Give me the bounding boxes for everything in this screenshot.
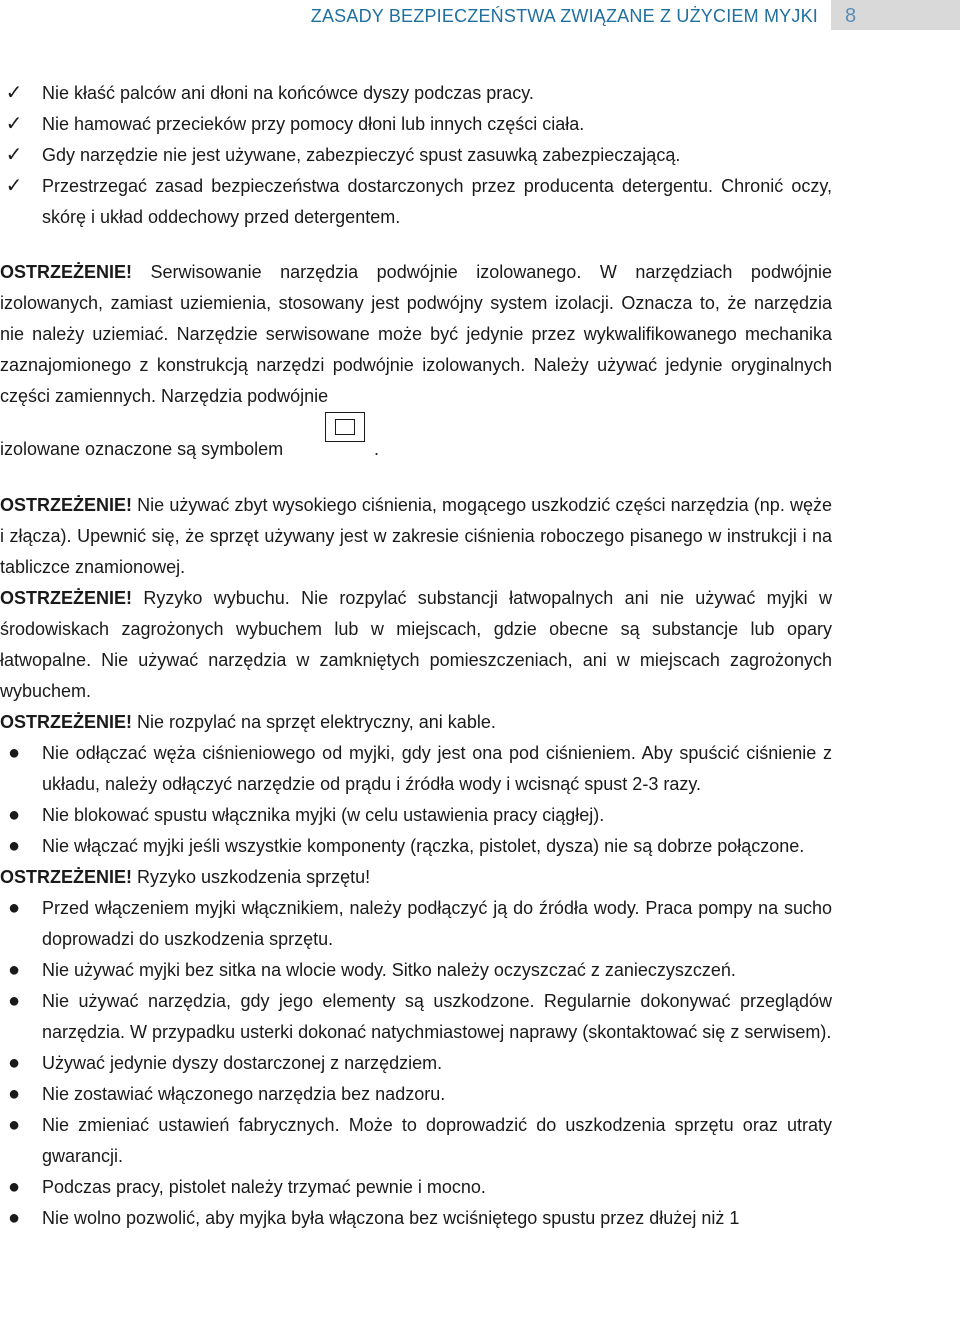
- check-item-text: Gdy narzędzie nie jest używane, zabezpieczyć spust zasuwką zabezpieczającą.: [42, 145, 681, 165]
- bullet-icon: ●: [7, 835, 21, 857]
- check-item: [0, 140, 832, 171]
- bullet-icon: ●: [7, 1114, 21, 1136]
- bullet-icon: ●: [7, 959, 21, 981]
- bullet-list-a: [0, 738, 832, 862]
- warning-text: Ryzyko uszkodzenia sprzętu!: [132, 867, 371, 887]
- symbol-caption: izolowane oznaczone są symbolem: [0, 439, 284, 459]
- check-item: [0, 109, 832, 140]
- checkmark-icon: ✓: [5, 175, 23, 197]
- warning-text: Nie używać zbyt wysokiego ciśnienia, mogącego uszkodzić części narzędzia (np. węże i złącza). Upewnić się, że sprzęt używany jest w zakresie ciśnienia roboczego pisanego w instrukcji i na tabliczce znamionowej.: [0, 495, 832, 577]
- warning-label: OSTRZEŻENIE!: [0, 262, 133, 282]
- bullet-icon: ●: [7, 1083, 21, 1105]
- list-item-text: Nie wolno pozwolić, aby myjka była włączona bez wciśniętego spustu przez dłużej niż 1: [42, 1208, 740, 1228]
- document-body: [0, 78, 832, 1234]
- warning-pressure: [0, 490, 832, 583]
- warning-electrical: [0, 707, 832, 738]
- check-item: [0, 171, 832, 233]
- list-item-text: Używać jedynie dyszy dostarczonej z narzędziem.: [42, 1053, 443, 1073]
- bullet-icon: ●: [7, 897, 21, 919]
- list-item: [0, 800, 832, 831]
- bullet-icon: ●: [7, 804, 21, 826]
- list-item-text: Nie zostawiać włączonego narzędzia bez nadzoru.: [42, 1084, 446, 1104]
- list-item-text: Nie włączać myjki jeśli wszystkie komponenty (rączka, pistolet, dysza) nie są dobrze połączone.: [42, 836, 805, 856]
- check-item-text: Nie kłaść palców ani dłoni na końcówce dyszy podczas pracy.: [42, 83, 534, 103]
- checkmark-icon: ✓: [5, 82, 23, 104]
- bullet-icon: ●: [7, 1052, 21, 1074]
- list-item: [0, 831, 832, 862]
- list-item: [0, 1172, 832, 1203]
- list-item-text: Nie używać narzędzia, gdy jego elementy są uszkodzone. Regularnie dokonywać przeglądów narzędzia. W przypadku usterki dokonać natychmiastowej naprawy (skontaktować się z serwisem).: [42, 991, 832, 1042]
- bullet-icon: ●: [7, 990, 21, 1012]
- checkmark-icon: ✓: [5, 113, 23, 135]
- check-item: [0, 78, 832, 109]
- list-item-text: Nie używać myjki bez sitka na wlocie wody. Sitko należy oczyszczać z zanieczyszczeń.: [42, 960, 736, 980]
- warning-label: OSTRZEŻENIE!: [0, 867, 133, 887]
- header-title: ZASADY BEZPIECZEŃSTWA ZWIĄZANE Z UŻYCIEM MYJKI: [310, 6, 818, 26]
- list-item: [0, 893, 832, 955]
- warning-label: OSTRZEŻENIE!: [0, 712, 133, 732]
- page-header: [0, 0, 960, 34]
- check-item-text: Przestrzegać zasad bezpieczeństwa dostarczonych przez producenta detergentu. Chronić oczy, skórę i układ oddechowy przed detergentem.: [42, 176, 832, 227]
- warning-text: Ryzyko wybuchu. Nie rozpylać substancji łatwopalnych ani nie używać myjki w środowiskach zagrożonych wybuchem lub w miejscach, gdzie obecne są substancje lub opary łatwopalne. Nie używać narzędzia w zamkniętych pomieszczeniach, ani w miejscach zagrożonych wybuchem.: [0, 588, 832, 701]
- warning-label: OSTRZEŻENIE!: [0, 495, 133, 515]
- warning-double-insulation: [0, 257, 832, 412]
- list-item: [0, 986, 832, 1048]
- checkmark-icon: ✓: [5, 144, 23, 166]
- list-item: [0, 1203, 832, 1234]
- bullet-icon: ●: [7, 1207, 21, 1229]
- checklist: [0, 78, 832, 233]
- warning-equipment-damage: [0, 862, 832, 893]
- list-item-text: Nie zmieniać ustawień fabrycznych. Może to doprowadzić do uszkodzenia sprzętu oraz utraty gwarancji.: [42, 1115, 832, 1166]
- list-item: [0, 955, 832, 986]
- warning-text: Serwisowanie narzędzia podwójnie izolowanego. W narzędziach podwójnie izolowanych, zamiast uziemienia, stosowany jest podwójny system izolacji. Oznacza to, że narzędzia nie należy uziemiać. Narzędzie serwisowane może być jedynie przez wykwalifikowanego mechanika zaznajomionego z konstrukcją narzędzi podwójnie izolowanych. Należy używać jedynie oryginalnych części zamiennych. Narzędzia podwójnie: [0, 262, 832, 406]
- list-item: [0, 1048, 832, 1079]
- warning-text: Nie rozpylać na sprzęt elektryczny, ani kable.: [132, 712, 496, 732]
- list-item: [0, 1110, 832, 1172]
- double-insulation-symbol-icon: [325, 412, 365, 442]
- symbol-line: [0, 412, 832, 474]
- list-item-text: Nie odłączać węża ciśnieniowego od myjki, gdy jest ona pod ciśnieniem. Aby spuścić ciśnienie z układu, należy odłączyć narzędzie od prądu i źródła wody i wcisnąć spust 2-3 razy.: [42, 743, 832, 794]
- symbol-period: .: [374, 439, 380, 459]
- page-number: 8: [831, 0, 960, 30]
- list-item-text: Nie blokować spustu włącznika myjki (w celu ustawienia pracy ciągłej).: [42, 805, 605, 825]
- list-item: [0, 1079, 832, 1110]
- check-item-text: Nie hamować przecieków przy pomocy dłoni lub innych części ciała.: [42, 114, 585, 134]
- bullet-icon: ●: [7, 742, 21, 764]
- list-item-text: Podczas pracy, pistolet należy trzymać pewnie i mocno.: [42, 1177, 486, 1197]
- list-item: [0, 738, 832, 800]
- bullet-icon: ●: [7, 1176, 21, 1198]
- warning-label: OSTRZEŻENIE!: [0, 588, 133, 608]
- warning-explosion: [0, 583, 832, 707]
- list-item-text: Przed włączeniem myjki włącznikiem, należy podłączyć ją do źródła wody. Praca pompy na sucho doprowadzi do uszkodzenia sprzętu.: [42, 898, 832, 949]
- bullet-list-b: [0, 893, 832, 1234]
